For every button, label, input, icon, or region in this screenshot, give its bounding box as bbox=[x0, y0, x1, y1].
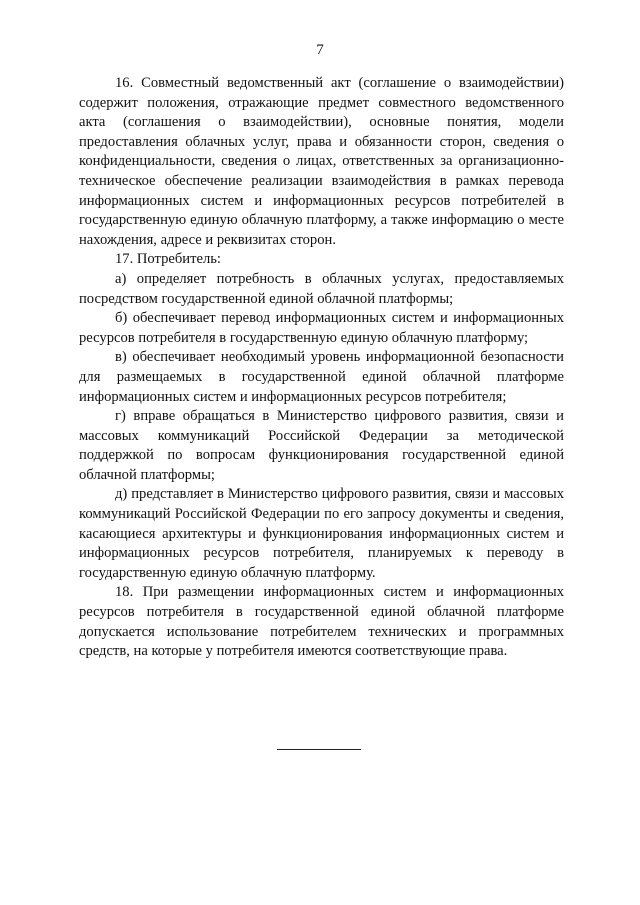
paragraph-17g: г) вправе обращаться в Министерство цифрового развития, связи и массовых коммуникаций Российской Федерации за методической поддержкой по вопросам функционирования государственной единой облачной платформы; bbox=[79, 408, 564, 483]
page-number: 7 bbox=[316, 42, 324, 58]
paragraph-17a: а) определяет потребность в облачных услугах, предоставляемых посредством государственной единой облачной платформы; bbox=[79, 270, 564, 307]
paragraph-17-heading: 17. Потребитель: bbox=[115, 251, 221, 268]
paragraph-17b: б) обеспечивает перевод информационных систем и информационных ресурсов потребителя в государственную единую облачную платформу; bbox=[79, 310, 564, 346]
paragraph-18: 18. При размещении информационных систем и информационных ресурсов потребителя в государственной единой облачной платформе допускается использование потребителем технических и программных средств, на которые у потребителя имеются соответствующие права. bbox=[79, 584, 564, 660]
document-body bbox=[79, 74, 564, 662]
end-of-document-rule bbox=[277, 749, 361, 750]
paragraph-17v: в) обеспечивает необходимый уровень информационной безопасности для размещаемых в государственной единой облачной платформе информационных систем и информационных ресурсов потребителя; bbox=[79, 349, 564, 405]
paragraph-17d: д) представляет в Министерство цифрового развития, связи и массовых коммуникаций Российской Федерации по его запросу документы и сведения, касающиеся архитектуры и функционирования информационных систем и информационных ресурсов потребителя, планируемых к переводу в государственную единую облачную платформу. bbox=[79, 486, 564, 581]
paragraph-16: 16. Совместный ведомственный акт (соглашение о взаимодействии) содержит положения, отражающие предмет совместного ведомственного акта (соглашения о взаимодействии), основные понятия, модели предоставления облачных услуг, права и обязанности сторон, сведения о конфиденциальности, сведения о лицах, ответственных за организационно-техническое обеспечение реализации взаимодействия в рамках перевода информационных систем и информационных ресурсов потребителей в государственную единую облачную платформу, а также информацию о месте нахождения, адресе и реквизитах сторон. bbox=[79, 75, 564, 248]
